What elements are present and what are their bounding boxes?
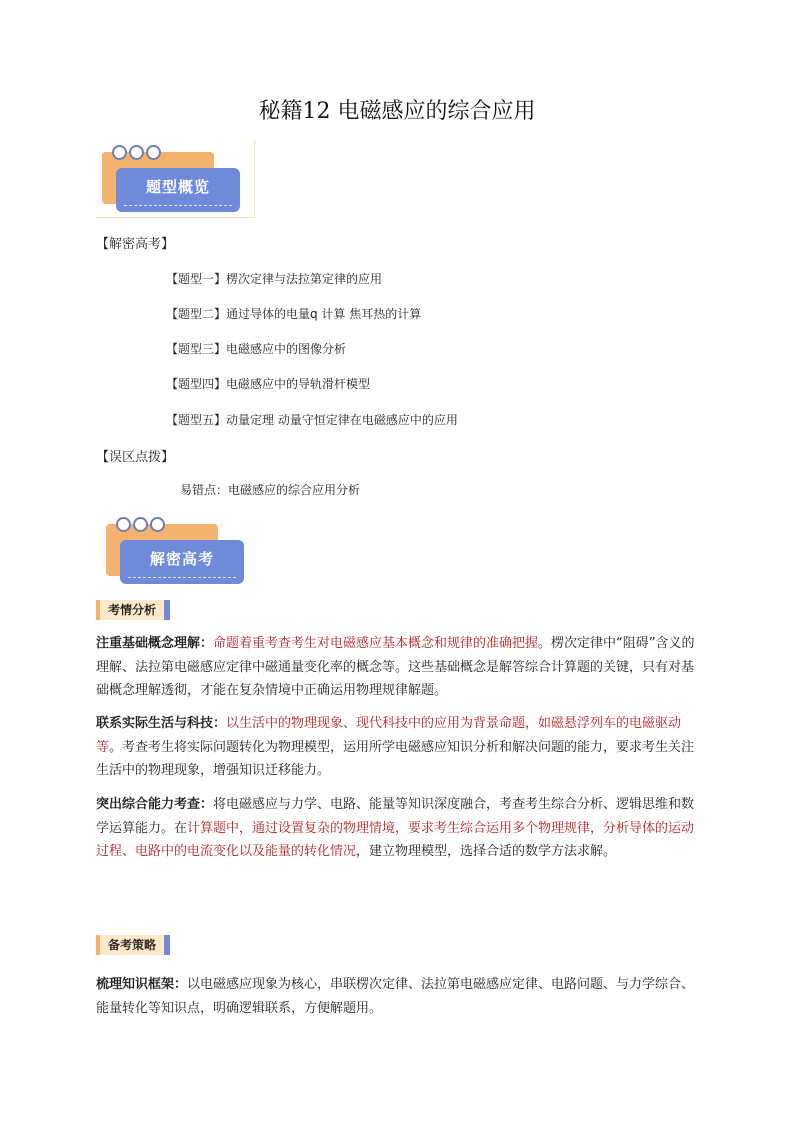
page-title: 秘籍12 电磁感应的综合应用 bbox=[258, 99, 536, 124]
paragraph-text: ，建立物理模型，选择合适的数学方法求解。 bbox=[356, 844, 617, 859]
tag-strategy: 备考策略 bbox=[96, 935, 164, 955]
analysis-paragraph-3 bbox=[96, 793, 700, 864]
paragraph-head: 突出综合能力考查： bbox=[96, 797, 214, 812]
badge-label: 题型概览 bbox=[145, 178, 210, 196]
badge-front bbox=[116, 168, 240, 212]
highlight-text: 以生活中的物理现象、现代科技中的应用为背景命题，如磁悬浮列车的电磁驱动等 bbox=[96, 716, 682, 755]
list-item: 易错点：电磁感应的综合应用分析 bbox=[180, 483, 361, 497]
paragraph-head: 梳理知识框架： bbox=[96, 977, 188, 992]
section-heading-pitfalls: 【误区点拨】 bbox=[96, 450, 175, 465]
paragraph-text: 将电磁感应与力学、电路、能量等知识深度融合，考查考生综合分析、逻辑思维和数学运算能力。在 bbox=[96, 797, 695, 836]
analysis-paragraph-1 bbox=[96, 632, 700, 703]
paragraph-head: 注重基础概念理解： bbox=[96, 636, 214, 651]
strategy-paragraph bbox=[96, 973, 700, 1020]
list-item: 【题型五】动量定理 动量守恒定律在电磁感应中的应用 bbox=[166, 413, 458, 427]
badge-front bbox=[120, 540, 244, 584]
list-item: 【题型四】电磁感应中的导轨滑杆模型 bbox=[166, 377, 371, 391]
tag-analysis: 考情分析 bbox=[96, 600, 164, 620]
binder-rings-icon bbox=[112, 145, 163, 164]
badge-label: 解密高考 bbox=[149, 550, 214, 568]
section-badge-overview bbox=[98, 144, 258, 222]
list-item: 【题型三】电磁感应中的图像分析 bbox=[166, 342, 347, 356]
list-item: 【题型二】通过导体的电量q 计算 焦耳热的计算 bbox=[166, 307, 422, 321]
paragraph-text: 。考查考生将实际问题转化为物理模型，运用所学电磁感应知识分析和解决问题的能力，要求考生关注生活中的物理现象，增强知识迁移能力。 bbox=[96, 739, 695, 778]
paragraph-text: 。楞次定律中“阻碍”含义的理解、法拉第电磁感应定律中磁通量变化率的概念等。这些基础概念是解答综合计算题的关键，只有对基础概念理解透彻，才能在复杂情境中正确运用物理规律解题。 bbox=[96, 636, 695, 698]
paragraph-text: 以电磁感应现象为核心，串联楞次定律、法拉第电磁感应定律、电路问题、与力学综合、能量转化等知识点，明确逻辑联系，方便解题用。 bbox=[96, 977, 695, 1016]
analysis-paragraph-2 bbox=[96, 712, 700, 783]
binder-rings-icon bbox=[116, 517, 167, 536]
paragraph-head: 联系实际生活与科技： bbox=[96, 716, 227, 731]
highlight-text: 命题着重考查考生对电磁感应基本概念和规律的准确把握 bbox=[213, 636, 539, 651]
highlight-text: 计算题中，通过设置复杂的物理情境，要求考生综合运用多个物理规律，分析导体的运动过程、电路中的电流变化以及能量的转化情况 bbox=[96, 820, 695, 859]
section-heading-exam: 【解密高考】 bbox=[96, 237, 175, 252]
list-item: 【题型一】楞次定律与法拉第定律的应用 bbox=[166, 272, 383, 286]
section-badge-exam bbox=[102, 516, 262, 594]
